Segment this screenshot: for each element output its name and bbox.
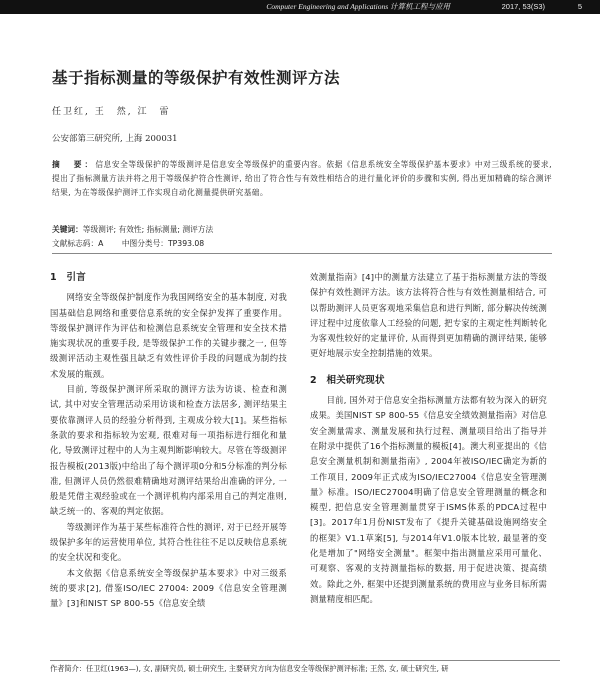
classification: [52, 238, 220, 249]
issue-info: 2017, 53(S3): [501, 2, 545, 11]
keywords: [52, 224, 213, 235]
keywords-text: 等级测评; 有效性; 指标测量; 测评方法: [82, 225, 214, 234]
body-paragraph: 等级测评作为基于某些标准符合性的测评, 对于已经开展等级保护多年的运营使用单位, 其符合性往往不足以反映信息系统的安全状况和变化。: [50, 521, 287, 563]
body-paragraph: 本文依据《信息系统安全等级保护基本要求》中对三级系统的要求[2], 借鉴ISO/IEC 27004: 2009《信息安全管理测量》[3]和NIST SP 800-55《信息安全绩: [50, 567, 287, 609]
right-column: [310, 270, 547, 607]
body-paragraph: 目前, 等级保护测评所采取的测评方法为访谈、检查和测试, 其中对安全管理活动采用访谈和检查方法居多, 测评结果主要依靠测评人员的经验分析得到, 主观成分较大[1]。某些指标条款的要求和指标较为宏观, 很难对每一项指标进行细化和量化, 导致测评过程中的人为主观判断影响较大。尽管在等级测评报告模板(2013版)中给出了每个测评项0分和5分标准的判分标准, 但测评人员仍然很难精确地对测评结果给出准确的评分, 一般是凭借主观经验或在一个测评机构内部采用自己的判定准则, 缺乏统一的、客观的判定依据。: [50, 384, 287, 517]
section-heading-intro: 1 引言: [50, 272, 86, 283]
abstract: [52, 158, 552, 201]
paper-title: 基于指标测量的等级保护有效性测评方法: [52, 69, 341, 87]
document-code: 文献标志码：A: [52, 239, 104, 248]
left-column: [50, 270, 287, 612]
abstract-label: 摘 要：: [52, 160, 96, 169]
body-paragraph: 效测量指南》[4]中的测量方法建立了基于指标测量方法的等级保护有效性测评方法。该方法将符合性与有效性测量相结合, 可以帮助测评人员更客观地采集信息和进行判断, 部分解决传统测评过程中过度依靠人工经验的问题, 把专家的主观定性判断转化为客观性较好的定量评价, 从而得到更加精确的测评结果, 能够更好地展示安全控制措施的效果。: [310, 272, 547, 359]
section-heading-related-work: 2 相关研究现状: [310, 374, 385, 386]
journal-name: Computer Engineering and Applications 计算机工程与应用: [266, 2, 450, 11]
keywords-label: 关键词：: [52, 225, 83, 234]
authors: 任卫红, 王 然, 江 雷: [52, 107, 171, 117]
author-footnote: 作者简介：任卫红(1963—), 女, 副研究员, 硕士研究生, 主要研究方向为信息安全等级保护测评标准; 王然, 女, 硕士研究生, 研: [50, 660, 560, 674]
affiliation: 公安部第三研究所, 上海 200031: [52, 134, 178, 144]
running-header: [0, 0, 600, 14]
page-number: 5: [577, 2, 582, 11]
abstract-text: 信息安全等级保护的等级测评是信息安全等级保护的重要内容。依据《信息系统安全等级保护基本要求》中对三级系统的要求, 提出了指标测量方法并将之用于等级保护符合性测评, 给出了符合性与有效性相结合的进行量化评价的步骤和实例, 得出更加精确的综合测评结果, 为在等级保护测评工作实现自动化测量提供研究基础。: [52, 160, 552, 198]
body-paragraph: 网络安全等级保护制度作为我国网络安全的基本制度, 对我国基础信息网络和重要信息系统的安全保护发挥了重要作用。等级保护测评作为评估和检测信息系统安全管理和安全技术措施实现状况的重要手段, 是等级保护工作的关键步骤之一, 但等级测评活动主观性强且缺乏有效性评价手段的问题成为制约技术发展的瓶颈。: [50, 292, 287, 379]
divider: [52, 253, 552, 254]
body-paragraph: 目前, 国外对于信息安全指标测量方法都有较为深入的研究成果。美国NIST SP 800-55《信息安全绩效测量指南》对信息安全测量需求、测量发展和执行过程、测量项目给出了指导并在附录中提供了16个指标测量的模板[4]。澳大利亚提出的《信息安全测量机制和测量指南》, 2004年被ISO/IEC确定为新的工作项目, 2009年正式成为ISO/IEC27004《信息安全管理测量》标准。ISO/IEC27004明确了信息安全管理测量的概念和模型, 把信息安全管理测量贯穿于ISMS体系的PDCA过程中[3]。2017年1月份NIST发布了《提升关键基础设施网络安全的框架》V1.1草案[5], 与2014年V1.0版本比较, 最显著的变化是增加了"网络安全测量"。框架中指出测量应采用可量化、可观察、客观的支持测量指标的数据, 用于促进决策、提高绩效。除此之外, 框架中还提到测量系统的费用应与业务目标所需测量精度相匹配。: [310, 395, 547, 604]
clc-number: 中图分类号：TP393.08: [121, 239, 205, 248]
